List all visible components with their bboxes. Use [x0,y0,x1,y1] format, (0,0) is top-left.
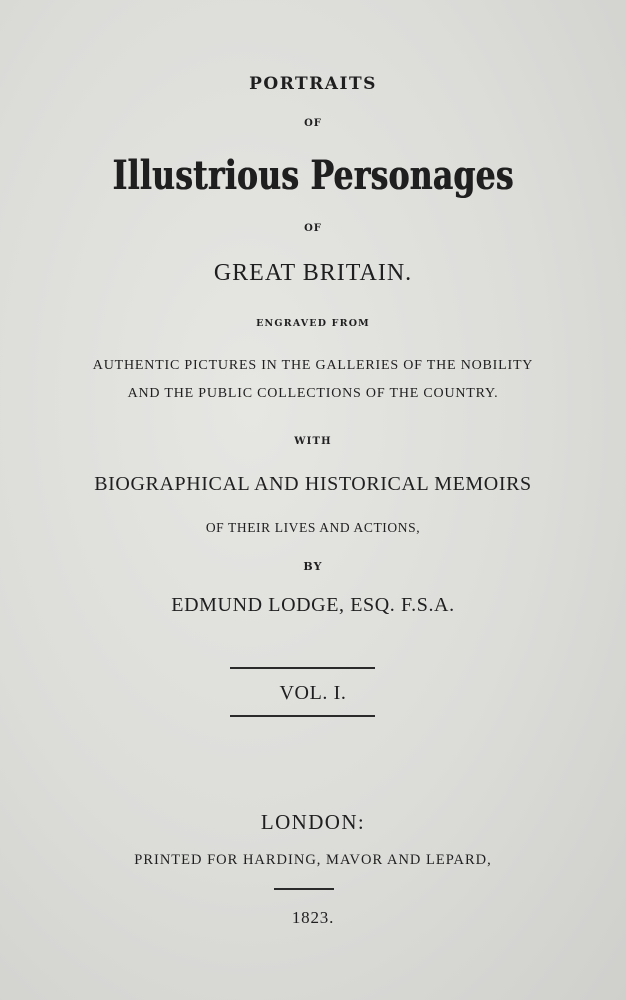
text-engraved-from: ENGRAVED FROM [256,318,370,329]
imprint-year: 1823. [291,908,335,927]
text-of-1: OF [304,118,322,129]
divider-rule-short [274,888,334,890]
volume-number: VOL. I. [279,682,347,704]
title-illustrious-personages: Illustrious Personages [112,152,514,199]
text-lives-and-actions: OF THEIR LIVES AND ACTIONS, [205,520,421,535]
imprint-place: LONDON: [260,810,366,834]
heading-great-britain: GREAT BRITAIN. [213,260,413,286]
divider-rule-bottom [230,715,375,717]
author-name: EDMUND LODGE, ESQ. F.S.A. [171,594,455,616]
text-by: BY [303,560,323,573]
divider-rule-top [230,667,375,669]
text-of-2: OF [304,223,322,234]
text-public-collections: AND THE PUBLIC COLLECTIONS OF THE COUNTRY. [127,386,499,401]
heading-biographical-memoirs: BIOGRAPHICAL AND HISTORICAL MEMOIRS [94,473,532,495]
imprint-publisher: PRINTED FOR HARDING, MAVOR AND LEPARD, [134,852,492,868]
heading-portraits: PORTRAITS [249,74,377,94]
text-authentic-pictures: AUTHENTIC PICTURES IN THE GALLERIES OF THE NOBILITY [92,358,534,373]
text-with: WITH [294,436,332,447]
